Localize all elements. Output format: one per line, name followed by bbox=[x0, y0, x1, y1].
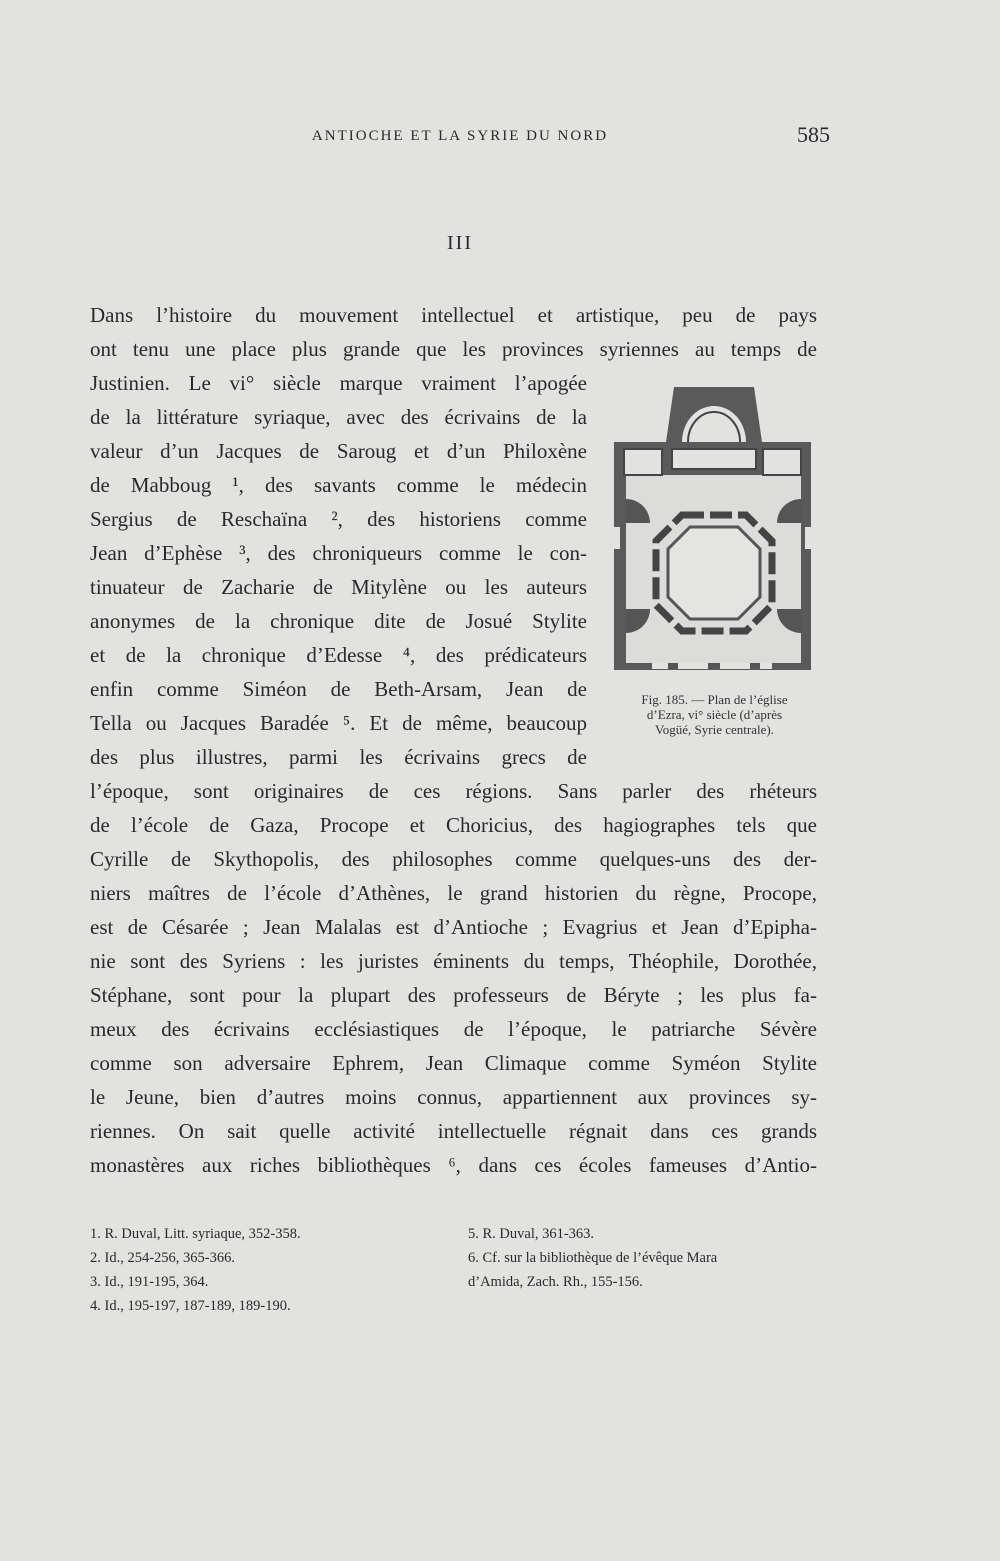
text-line: de l’école de Gaza, Procope et Choricius, des hagiographes tels que bbox=[90, 813, 817, 837]
text-line: ont tenu une place plus grande que les provinces syriennes au temps de bbox=[90, 337, 817, 361]
text-line: riennes. On sait quelle activité intellectuelle régnait dans ces grands bbox=[90, 1119, 817, 1143]
text-line: de Mabboug ¹, des savants comme le médecin bbox=[90, 473, 587, 497]
text-line: Dans l’histoire du mouvement intellectuel et artistique, peu de pays bbox=[90, 303, 817, 327]
text-line: monastères aux riches bibliothèques ⁶, dans ces écoles fameuses d’Antio- bbox=[90, 1153, 817, 1177]
running-title: ANTIOCHE ET LA SYRIE DU NORD bbox=[311, 128, 609, 144]
running-head bbox=[90, 122, 830, 150]
caption-line: d’Ezra, vi° siècle (d’après bbox=[646, 707, 783, 722]
text-line: anonymes de la chronique dite de Josué Stylite bbox=[90, 609, 587, 633]
text-line: Jean d’Ephèse ³, des chroniqueurs comme le con- bbox=[90, 541, 587, 565]
text-line: valeur d’un Jacques de Saroug et d’un Philoxène bbox=[90, 439, 587, 463]
page-number: 585 bbox=[797, 122, 830, 147]
text-line: nie sont des Syriens : les juristes éminents du temps, Théophile, Dorothée, bbox=[90, 949, 817, 973]
text-line: le Jeune, bien d’autres moins connus, appartiennent aux provinces sy- bbox=[90, 1085, 817, 1109]
section-heading: III bbox=[447, 232, 473, 254]
text-line: de la littérature syriaque, avec des écrivains de la bbox=[90, 405, 587, 429]
text-line: comme son adversaire Ephrem, Jean Climaque comme Syméon Stylite bbox=[90, 1051, 817, 1075]
church-plan-drawing bbox=[612, 387, 817, 687]
caption-line: Fig. 185. — Plan de l’église bbox=[641, 692, 788, 707]
text-line: Justinien. Le vi° siècle marque vraiment l’apogée bbox=[90, 371, 587, 395]
text-line: est de Césarée ; Jean Malalas est d’Antioche ; Evagrius et Jean d’Epipha- bbox=[90, 915, 817, 939]
footnote: 2. Id., 254-256, 365-366. bbox=[90, 1250, 235, 1266]
text-line: niers maîtres de l’école d’Athènes, le grand historien du règne, Procope, bbox=[90, 881, 817, 905]
text-line: Stéphane, sont pour la plupart des professeurs de Béryte ; les plus fa- bbox=[90, 983, 817, 1007]
footnotes-left-column bbox=[90, 1222, 450, 1318]
caption-line: Vogüé, Syrie centrale). bbox=[655, 722, 774, 737]
figure-caption bbox=[612, 692, 817, 737]
text-line: Sergius de Reschaïna ², des historiens comme bbox=[90, 507, 587, 531]
footnotes-right-column bbox=[468, 1222, 818, 1294]
footnote: d’Amida, Zach. Rh., 155-156. bbox=[468, 1274, 643, 1290]
text-line: Cyrille de Skythopolis, des philosophes comme quelques-uns des der- bbox=[90, 847, 817, 871]
paragraph-narrow bbox=[90, 366, 587, 774]
footnote: 4. Id., 195-197, 187-189, 189-190. bbox=[90, 1298, 291, 1314]
footnote: 3. Id., 191-195, 364. bbox=[90, 1274, 209, 1290]
paragraph-top bbox=[90, 298, 817, 366]
text-line: enfin comme Siméon de Beth-Arsam, Jean de bbox=[90, 677, 587, 701]
text-line: Tella ou Jacques Baradée ⁵. Et de même, beaucoup bbox=[90, 711, 587, 735]
text-line: et de la chronique d’Edesse ⁴, des prédicateurs bbox=[90, 643, 587, 667]
text-line: meux des écrivains ecclésiastiques de l’époque, le patriarche Sévère bbox=[90, 1017, 817, 1041]
paragraph-bottom bbox=[90, 774, 817, 1182]
footnote: 1. R. Duval, Litt. syriaque, 352-358. bbox=[90, 1226, 301, 1242]
church-plan-figure bbox=[612, 387, 817, 687]
footnote: 6. Cf. sur la bibliothèque de l’évêque Mara bbox=[468, 1250, 718, 1266]
text-line: l’époque, sont originaires de ces régions. Sans parler des rhéteurs bbox=[90, 779, 817, 803]
text-line: tinuateur de Zacharie de Mitylène ou les auteurs bbox=[90, 575, 587, 599]
footnote: 5. R. Duval, 361-363. bbox=[468, 1226, 595, 1242]
text-line: des plus illustres, parmi les écrivains grecs de bbox=[90, 745, 587, 769]
